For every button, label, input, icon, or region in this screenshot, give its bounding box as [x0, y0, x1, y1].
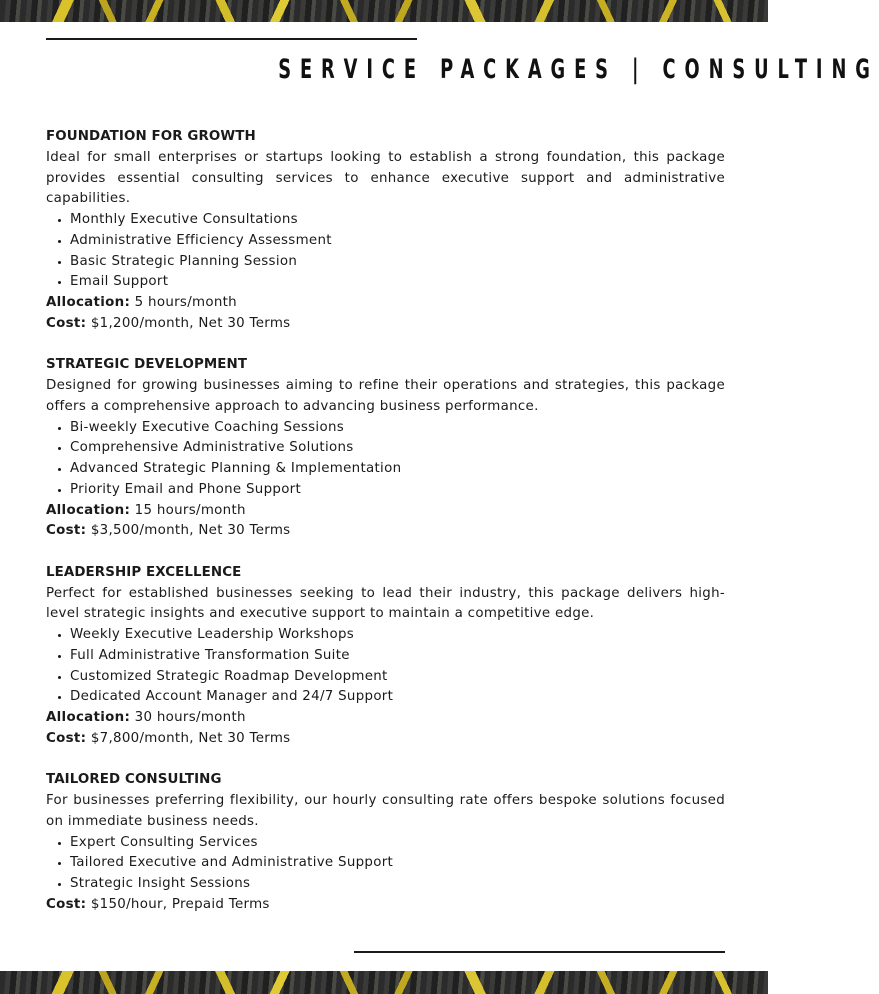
package-heading: TAILORED CONSULTING — [46, 772, 222, 788]
allocation-value: 30 hours/month — [134, 710, 246, 725]
cost-value: $3,500/month, Net 30 Terms — [90, 523, 291, 539]
package-heading: LEADERSHIP EXCELLENCE — [46, 564, 242, 580]
list-item: • Full Administrative Transformation Suite — [70, 646, 725, 667]
allocation-line — [46, 708, 725, 729]
list-item: • Customized Strategic Roadmap Development — [70, 667, 725, 688]
feature-list — [46, 833, 725, 895]
list-item: • Basic Strategic Planning Session — [70, 252, 725, 273]
bottom-divider — [354, 951, 725, 953]
list-item: • Administrative Efficiency Assessment — [70, 231, 725, 252]
list-item: • Strategic Insight Sessions — [70, 874, 725, 895]
package-tailored — [46, 770, 725, 915]
list-item: • Dedicated Account Manager and 24/7 Support — [70, 687, 725, 708]
allocation-line — [46, 501, 725, 522]
allocation-value: 15 hours/month — [134, 502, 246, 518]
package-heading: STRATEGIC DEVELOPMENT — [46, 357, 248, 373]
allocation-value: 5 hours/month — [134, 295, 237, 310]
list-item: • Weekly Executive Leadership Workshops — [70, 625, 725, 646]
package-description: For businesses preferring flexibility, our hourly consulting rate offers bespoke solutions focused on immediate business needs. — [46, 793, 725, 829]
feature-list — [46, 418, 725, 501]
list-item: • Expert Consulting Services — [70, 833, 725, 854]
allocation-line — [46, 293, 725, 314]
cost-label: Cost: — [46, 896, 87, 912]
list-item: • Comprehensive Administrative Solutions — [70, 438, 725, 459]
allocation-label: Allocation: — [46, 295, 131, 310]
package-heading: FOUNDATION FOR GROWTH — [46, 129, 256, 144]
package-foundation — [46, 127, 725, 335]
cost-line — [46, 521, 725, 542]
top-decorative-band — [0, 0, 768, 22]
cost-label: Cost: — [46, 315, 87, 331]
list-item: • Email Support — [70, 272, 725, 293]
cost-label: Cost: — [46, 523, 87, 539]
feature-list — [46, 210, 725, 293]
top-divider — [46, 38, 417, 40]
bottom-decorative-band — [0, 971, 768, 994]
page-title: SERVICE PACKAGES | CONSULTING — [278, 54, 879, 85]
package-strategic — [46, 355, 725, 542]
cost-label: Cost: — [46, 730, 87, 746]
cost-value: $7,800/month, Net 30 Terms — [90, 730, 291, 746]
packages-list — [46, 127, 725, 916]
cost-value: $1,200/month, Net 30 Terms — [90, 315, 291, 331]
cost-value: $150/hour, Prepaid Terms — [90, 896, 270, 912]
package-description: Perfect for established businesses seeking to lead their industry, this package delivers high-level strategic insights and executive support to maintain a competitive edge. — [46, 585, 725, 622]
list-item: • Bi-weekly Executive Coaching Sessions — [70, 418, 725, 439]
list-item: • Tailored Executive and Administrative Support — [70, 853, 725, 874]
package-leadership — [46, 563, 725, 750]
package-description: Ideal for small enterprises or startups looking to establish a strong foundation, this package provides essential consulting services to enhance executive support and administrative capabilities. — [46, 149, 725, 207]
feature-list — [46, 625, 725, 708]
cost-line — [46, 729, 725, 750]
package-description: Designed for growing businesses aiming to refine their operations and strategies, this package offers a comprehensive approach to advancing business performance. — [46, 378, 725, 414]
allocation-label: Allocation: — [46, 502, 131, 518]
list-item: • Monthly Executive Consultations — [70, 210, 725, 231]
list-item: • Advanced Strategic Planning & Implementation — [70, 459, 725, 480]
cost-line — [46, 895, 725, 916]
allocation-label: Allocation: — [46, 710, 131, 725]
cost-line — [46, 314, 725, 335]
list-item: • Priority Email and Phone Support — [70, 480, 725, 501]
